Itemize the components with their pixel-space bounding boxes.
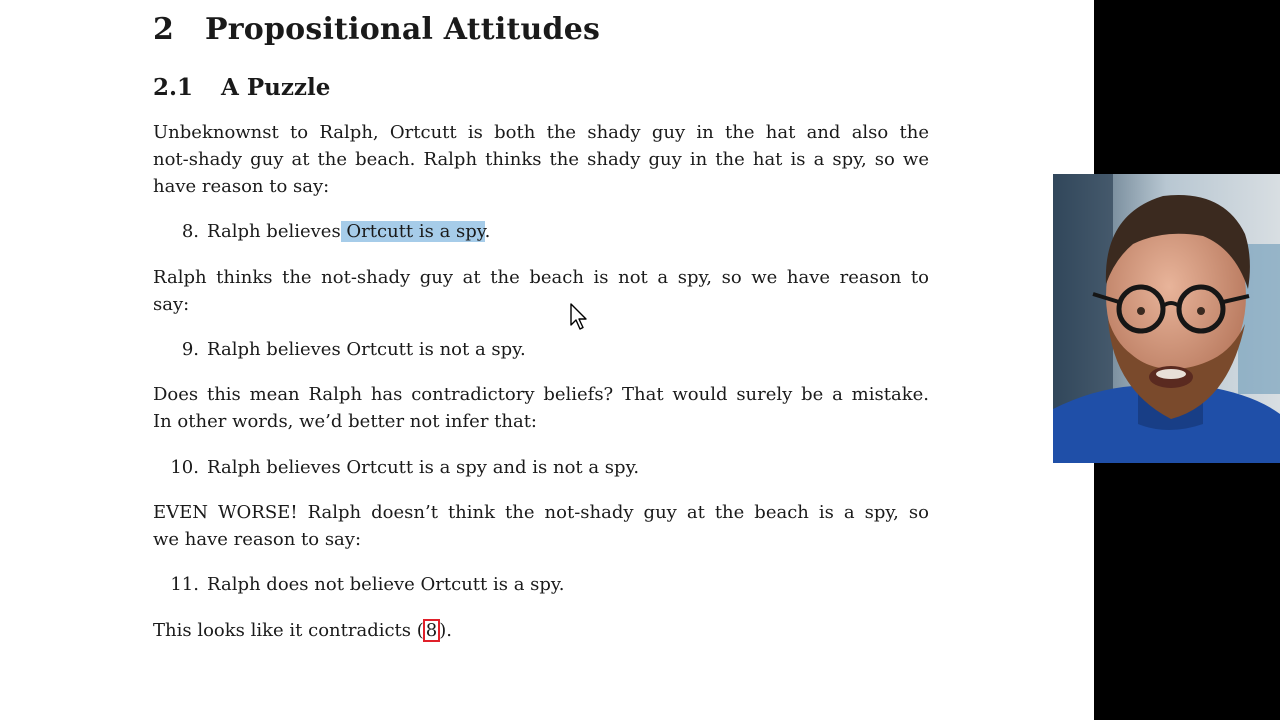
list-item-8 xyxy=(153,218,490,245)
item-text: Ralph believes xyxy=(207,221,341,242)
text-line: not-shady guy at the beach. Ralph thinks the shady guy in the hat is a spy, so we xyxy=(153,149,929,170)
text-prefix: This looks like it contradicts ( xyxy=(153,620,424,641)
text-line: Does this mean Ralph has contradictory beliefs? That would surely be a mistake. xyxy=(153,384,929,405)
presenter-video-feed xyxy=(1053,174,1280,463)
item-text: Ralph does not believe Ortcutt is a spy. xyxy=(207,574,565,595)
text-line: EVEN WORSE! Ralph doesn’t think the not-shady guy at the beach is a spy, so xyxy=(153,502,929,523)
paragraph-1 xyxy=(153,119,929,200)
text-selection-highlight[interactable]: Ortcutt is a spy xyxy=(340,221,485,242)
mouse-pointer-icon xyxy=(569,303,589,331)
item-number: 9. xyxy=(181,339,199,360)
section-number: 2 xyxy=(153,12,175,47)
section-heading xyxy=(153,12,600,47)
text-line: we have reason to say: xyxy=(153,529,362,550)
section-title: Propositional Attitudes xyxy=(205,12,601,47)
presenter-webcam xyxy=(1053,174,1280,463)
text-line: say: xyxy=(153,294,190,315)
item-number: 11. xyxy=(170,574,199,595)
paragraph-5 xyxy=(153,617,452,644)
subsection-number: 2.1 xyxy=(153,74,194,101)
list-item-9 xyxy=(153,336,526,363)
text-line: Ralph thinks the not-shady guy at the beach is not a spy, so we have reason to xyxy=(153,267,929,288)
subsection-title: A Puzzle xyxy=(221,74,331,101)
item-number: 10. xyxy=(170,457,199,478)
list-item-11 xyxy=(153,571,564,598)
text-line: have reason to say: xyxy=(153,176,330,197)
item-number: 8. xyxy=(181,221,199,242)
paragraph-3 xyxy=(153,381,929,435)
subsection-heading xyxy=(153,74,330,101)
paragraph-2 xyxy=(153,264,929,318)
equation-reference-link[interactable]: 8 xyxy=(425,620,438,641)
paragraph-4 xyxy=(153,499,929,553)
text-line: Unbeknownst to Ralph, Ortcutt is both the shady guy in the hat and also the xyxy=(153,122,929,143)
item-text: Ralph believes Ortcutt is a spy and is not a spy. xyxy=(207,457,640,478)
item-text: Ralph believes Ortcutt is not a spy. xyxy=(207,339,526,360)
item-punct: . xyxy=(484,221,491,242)
text-line: In other words, we’d better not infer that: xyxy=(153,411,537,432)
list-item-10 xyxy=(153,454,639,481)
text-suffix: ). xyxy=(439,620,452,641)
